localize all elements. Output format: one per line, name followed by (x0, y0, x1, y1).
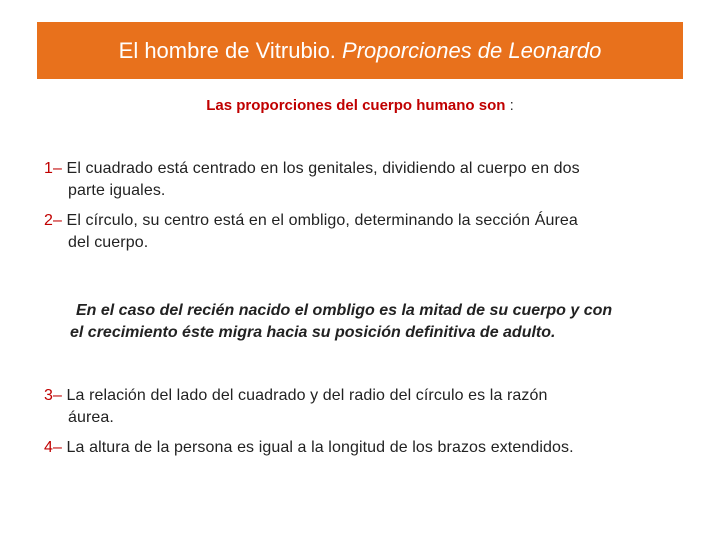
subtitle-colon: : (509, 97, 514, 114)
list-item-2 (44, 210, 694, 254)
item-number: 4– (44, 439, 62, 456)
title-bar (37, 22, 683, 79)
title-plain: El hombre de Vitrubio. (118, 37, 336, 63)
list-item-3 (44, 385, 694, 429)
note-line1: En el caso del recién nacido el ombligo es la mitad de su cuerpo y con (76, 302, 613, 319)
list-item-4 (44, 437, 694, 459)
item-number: 1– (44, 160, 62, 177)
item-number: 3– (44, 387, 62, 404)
note-line2: el crecimiento éste migra hacia su posición definitiva de adulto. (70, 324, 556, 341)
item-line1: El círculo, su centro está en el ombligo, determinando la sección Áurea (66, 212, 578, 229)
item-line2: parte iguales. (68, 182, 166, 199)
item-line1: La relación del lado del cuadrado y del radio del círculo es la razón (66, 387, 548, 404)
item-line1: El cuadrado está centrado en los genitales, dividiendo al cuerpo en dos (66, 160, 580, 177)
list-item-1 (44, 158, 694, 202)
item-line2: áurea. (68, 409, 114, 426)
item-number: 2– (44, 212, 62, 229)
title-italic: Proporciones de Leonardo (342, 37, 602, 63)
subtitle (0, 97, 720, 114)
newborn-note (70, 300, 690, 344)
subtitle-text: Las proporciones del cuerpo humano son (206, 97, 506, 114)
item-line1: La altura de la persona es igual a la longitud de los brazos extendidos. (66, 439, 574, 456)
item-line2: del cuerpo. (68, 234, 149, 251)
